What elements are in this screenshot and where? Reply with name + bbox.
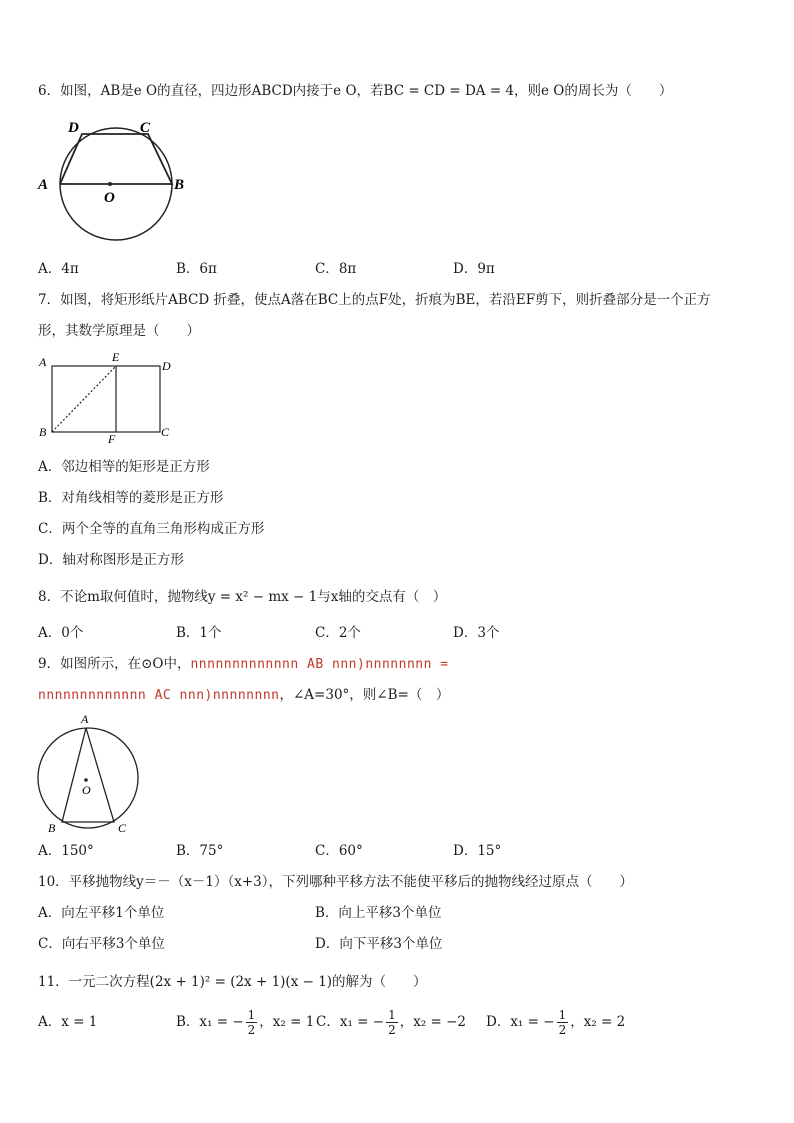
q11-option-d-prefix: D．x₁ = − (486, 1014, 555, 1030)
q6-option-a: A．4π (38, 261, 79, 277)
q10-option-a: A．向左平移1个单位 (38, 905, 165, 921)
q11-option-d-den: 2 (558, 1023, 567, 1037)
q10-option-b: B．向上平移3个单位 (315, 905, 442, 921)
q6-label-d: D (68, 120, 79, 136)
q7-label-a: A (39, 355, 47, 369)
q9-label-o: O (82, 783, 91, 797)
q11-option-d-fraction (557, 1008, 569, 1037)
q7-option-a: A．邻边相等的矩形是正方形 (38, 459, 210, 475)
q11-option-d-num: 1 (558, 1008, 567, 1022)
q11-option-a: A．x = 1 (38, 1014, 98, 1030)
q9-stem-suffix: ，∠A=30°，则∠B=（ ） (279, 687, 450, 703)
q6-label-b: B (174, 177, 185, 193)
q6-label-a: A (38, 177, 49, 193)
q9-garbled-text-1: nnnnnnnnnnnnn AB nnn)nnnnnnnn = (190, 657, 449, 672)
q6-stem: 6．如图，AB是e O的直径，四边形ABCD内接于e O，若BC = CD = DA = 4，则e O的周长为（ ） (38, 83, 673, 99)
q9-label-c: C (118, 821, 127, 835)
q9-garbled-text-2: nnnnnnnnnnnnn AC nnn)nnnnnnnn (38, 688, 280, 703)
q8-option-a: A．0个 (38, 625, 84, 641)
q6-figure (36, 115, 196, 245)
q6-label-c: C (140, 120, 151, 136)
q7-label-c: C (161, 425, 170, 439)
q6-option-b: B．6π (176, 261, 217, 277)
q7-figure (36, 348, 186, 444)
q9-option-c: C．60° (315, 843, 363, 859)
q11-option-b-num: 1 (247, 1008, 256, 1022)
q11-option-b-suffix: ，x₂ = 1 (259, 1014, 315, 1030)
q10-option-d: D．向下平移3个单位 (315, 936, 443, 952)
q9-option-a: A．150° (38, 843, 94, 859)
q7-option-d: D．轴对称图形是正方形 (38, 552, 184, 568)
q11-option-b (176, 1004, 314, 1040)
q7-stem-line1: 7．如图，将矩形纸片ABCD 折叠，使点A落在BC上的点F处，折痕为BE，若沿EF剪下，则折叠部分是一个正方 (38, 292, 711, 308)
q10-option-c: C．向右平移3个单位 (38, 936, 165, 952)
q11-option-b-den: 2 (247, 1023, 256, 1037)
q11-option-b-prefix: B．x₁ = − (176, 1014, 244, 1030)
q8-option-c: C．2个 (315, 625, 361, 641)
q7-label-f: F (108, 432, 116, 444)
q11-option-c-num: 1 (388, 1008, 396, 1022)
q11-option-c-prefix: C．x₁ = − (316, 1014, 385, 1030)
q6-option-d: D．9π (453, 261, 495, 277)
q10-stem: 10．平移抛物线y＝－（x－1）（x+3），下列哪种平移方法不能使平移后的抛物线经过原点（ ） (38, 874, 634, 890)
q11-stem: 11．一元二次方程(2x + 1)² = (2x + 1)(x − 1)的解为（ ） (38, 974, 427, 990)
q6-label-o: O (104, 190, 115, 206)
q7-label-b: B (39, 425, 47, 439)
q11-option-c-suffix: ，x₂ = −2 (399, 1014, 467, 1030)
q9-stem-line2 (38, 686, 449, 705)
q9-option-d: D．15° (453, 843, 502, 859)
q9-stem-prefix: 9．如图所示，在⊙O中， (38, 656, 191, 672)
q6-option-c: C．8π (315, 261, 357, 277)
q7-label-d: D (162, 359, 171, 373)
q7-label-e: E (112, 350, 120, 364)
q11-option-c (316, 1004, 466, 1040)
q11-option-d (486, 1004, 625, 1040)
q7-stem-line2: 形，其数学原理是（ ） (38, 323, 200, 339)
q11-option-d-suffix: ，x₂ = 2 (570, 1014, 626, 1030)
q11-option-b-fraction (246, 1008, 258, 1037)
q9-label-a: A (81, 712, 89, 726)
q9-figure (36, 710, 146, 835)
q11-option-c-fraction (386, 1008, 398, 1037)
q9-label-b: B (48, 821, 56, 835)
q9-stem-line1 (38, 655, 449, 674)
q7-option-c: C．两个全等的直角三角形构成正方形 (38, 521, 265, 537)
q8-option-d: D．3个 (453, 625, 500, 641)
q8-option-b: B．1个 (176, 625, 222, 641)
q11-option-c-den: 2 (388, 1023, 396, 1037)
q9-option-b: B．75° (176, 843, 224, 859)
q7-option-b: B．对角线相等的菱形是正方形 (38, 490, 224, 506)
q8-stem: 8．不论m取何值时，抛物线y = x² − mx − 1与x轴的交点有（ ） (38, 589, 447, 605)
